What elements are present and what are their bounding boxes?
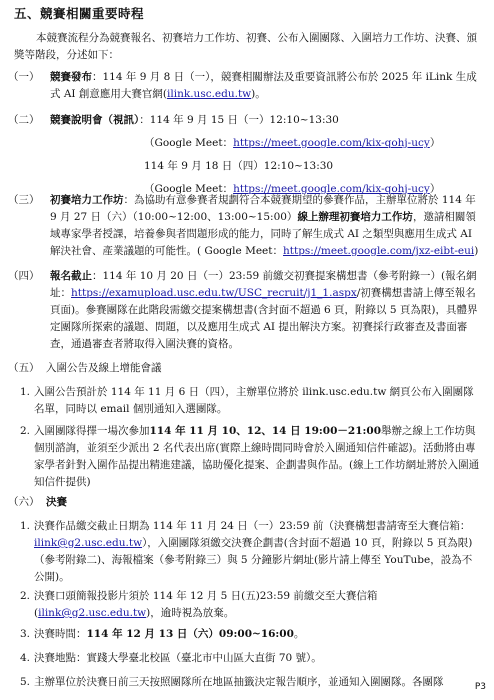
item-text: 入圍公告及線上增能會議 bbox=[46, 362, 162, 374]
item-number: （六） bbox=[8, 496, 40, 508]
final-subitem-2 bbox=[8, 588, 480, 622]
final-subitem-4 bbox=[8, 650, 480, 667]
item-bold-text: 114 年 11 月 10、12、14 日 19:00－21:00 bbox=[149, 425, 381, 437]
schedule-item-registration bbox=[8, 268, 480, 353]
contest-email-link[interactable]: ilink@g2.usc.edu.tw bbox=[34, 537, 143, 549]
shortlist-subitem-2 bbox=[8, 423, 480, 491]
intro-paragraph: 本競賽流程分為競賽報名、初賽培力工作坊、初賽、公布入圍團隊、入圍培力工作坊、決賽、頒獎等階段，分述如下： bbox=[14, 32, 477, 61]
meet-prefix: （Google Meet： bbox=[144, 137, 234, 149]
meet-suffix: ） bbox=[429, 137, 441, 149]
item-text-tail: ) bbox=[474, 245, 479, 257]
item-number: 5. bbox=[20, 676, 31, 688]
final-subitem-1 bbox=[8, 518, 480, 586]
item-text: 入圍公告預計於 114 年 11 月 6 日（四），主辦單位將於 ilink.usc.edu.tw 網頁公布入圍團隊名單，同時以 email 個別通知入選團隊。 bbox=[34, 386, 474, 415]
item-number: 1. bbox=[20, 386, 31, 398]
schedule-item-announce bbox=[8, 69, 480, 103]
item-number: 3. bbox=[20, 628, 31, 640]
meet-prefix: （Google Meet： bbox=[144, 183, 234, 195]
item-number: 1. bbox=[20, 520, 31, 532]
contest-email-link-2[interactable]: ilink@g2.usc.edu.tw bbox=[38, 607, 147, 619]
final-subitem-5 bbox=[8, 674, 480, 691]
meet-link-2[interactable]: https://meet.google.com/kix-qohj-ucy bbox=[233, 183, 430, 195]
schedule-item-final bbox=[8, 494, 480, 511]
registration-link[interactable]: https://examupload.usc.edu.tw/USC_recruit/j1_1.aspx bbox=[71, 287, 357, 299]
page-number: P3 bbox=[474, 682, 486, 692]
workshop-meet-link[interactable]: https://meet.google.com/jxz-eibt-eui bbox=[283, 245, 475, 257]
item-text: ：為協助有意參賽者規劃符合本競賽期望的參賽作品，主辦單位將於 114 年 9 月 27 日（六）（10:00~12:00、13:00~15:00） bbox=[50, 194, 476, 223]
item-number: 2. bbox=[20, 590, 31, 602]
meet-link-1[interactable]: https://meet.google.com/kix-qohj-ucy bbox=[233, 137, 430, 149]
item-text: 決賽時間： bbox=[34, 628, 87, 640]
item-label: 競賽說明會（視訊） bbox=[50, 114, 140, 126]
item-text-2: 。 bbox=[293, 628, 305, 640]
item-number: （五） bbox=[8, 362, 40, 374]
item-number: （二） bbox=[8, 114, 40, 126]
item-label: 決賽 bbox=[46, 496, 67, 508]
section-title: 五、競賽相關重要時程 bbox=[14, 6, 145, 21]
item-label: 初賽培力工作坊 bbox=[50, 194, 124, 206]
item-text: ：114 年 9 月 8 日（一），競賽相關辦法及重要資訊將公布於 2025 年 iLink 生成式 AI 創意應用大賽官網( bbox=[50, 71, 477, 100]
schedule-item-shortlist bbox=[8, 360, 480, 377]
schedule-item-workshop bbox=[8, 192, 480, 260]
item-text: ：114 年 10 月 20 日（一）23:59 前繳交初賽提案構想書（參考附錄一）(報名網址： bbox=[50, 270, 477, 299]
item-number: （一） bbox=[8, 71, 40, 83]
item-text-tail: )。 bbox=[251, 88, 266, 100]
item-bold-text: 114 年 12 月 13 日（六）09:00~16:00 bbox=[86, 628, 294, 640]
official-site-link[interactable]: ilink.usc.edu.tw bbox=[167, 88, 252, 100]
item-text-tail: /初賽構想書請上傳至報名頁面)。參賽團隊在此階段需繳交提案構想書(含封面不超過 6 頁，附錄以 5 頁為限)，具體界定團隊所探索的議題、問題，以及應用生成式 AI 提出解決方案。初賽採行政審查及書面審查，通過審查者將取得入圍決賽的資格。 bbox=[50, 287, 478, 350]
briefing-date-2: 114 年 9 月 18 日（四）12:10~13:30 bbox=[144, 160, 334, 172]
item-bold-text: 線上辦理初賽培力工作坊 bbox=[297, 211, 413, 223]
item-text: 主辦單位於決賽日前三天按照團隊所在地區抽籤決定報告順序，並通知入圍團隊。各團隊 bbox=[34, 676, 444, 688]
item-text-2: )，逾時視為放棄。 bbox=[146, 607, 235, 619]
item-number: （三） bbox=[8, 194, 40, 206]
final-subitem-3 bbox=[8, 626, 480, 643]
item-text: 決賽地點：實踐大學臺北校區（臺北市中山區大直街 70 號）。 bbox=[34, 652, 322, 664]
item-number: 4. bbox=[20, 652, 31, 664]
item-text: 入圍團隊得擇一場次參加 bbox=[34, 425, 150, 437]
item-text-2: ，邀請相關領域專家學者授課，培養參與者問題形成的能力，同時了解生成式 AI 之類型與應用生成式 AI 解決社會、產業議題的可能性。( Google Meet： bbox=[50, 211, 476, 257]
item-text-2: ），入圍團隊須繳交決賽企劃書(含封面不超過 10 頁，附錄以 5 頁為限)（參考附錄二)、海報檔案（參考附錄三）與 5 分鐘影片網址(影片請上傳至 YouTube，設為不公開)。 bbox=[34, 537, 473, 583]
item-text: ：114 年 9 月 15 日（一）12:10~13:30 bbox=[139, 114, 339, 126]
shortlist-subitem-1 bbox=[8, 384, 480, 418]
item-label: 報名截止 bbox=[50, 270, 92, 282]
meet-suffix: ） bbox=[429, 183, 441, 195]
item-text: 決賽口頭簡報投影片須於 114 年 12 月 5 日(五)23:59 前繳交至大賽信箱( bbox=[34, 590, 378, 619]
item-text: 決賽作品繳交截止日期為 114 年 11 月 24 日（一）23:59 前（決賽構想書請寄至大賽信箱： bbox=[34, 520, 471, 532]
item-label: 競賽發布 bbox=[50, 71, 92, 83]
item-number: （四） bbox=[8, 270, 40, 282]
item-text-2: 舉辦之線上工作坊與個別諮詢，並須至少派出 2 名代表出席(實際上線時間同時會於入圍通知信件確認)。活動將由專家學者針對入圍作品提出精進建議，協助優化提案、企劃書與作品。(線上工作坊網址將於入圍通知信件提供) bbox=[34, 425, 480, 488]
schedule-item-briefing bbox=[8, 112, 480, 198]
item-number: 2. bbox=[20, 425, 31, 437]
